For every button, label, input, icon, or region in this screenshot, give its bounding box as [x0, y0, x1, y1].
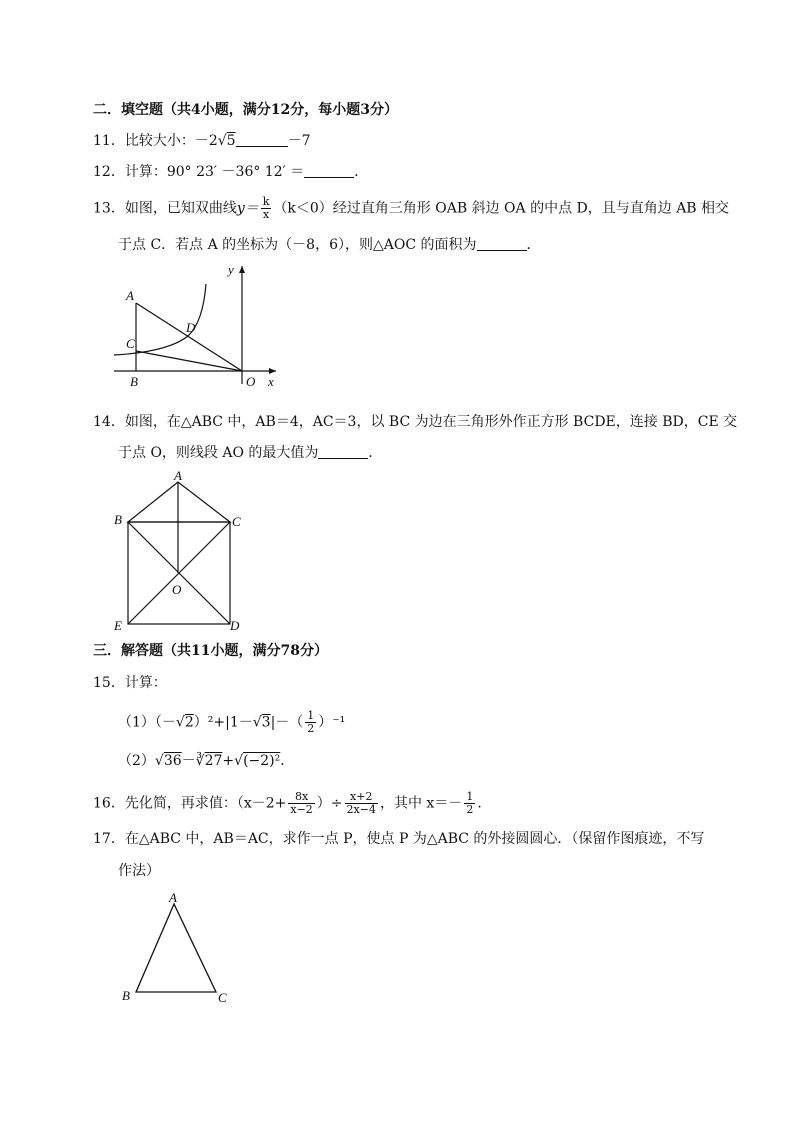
- q13-condition: （k＜0）经过直角三角形 OAB 斜边 OA 的中点 D，且与直角边 AB 相交: [273, 200, 730, 217]
- q15-p2-b: +: [222, 753, 235, 769]
- q15-p1-frac-denominator: 2: [307, 722, 315, 735]
- q16-number: 16．: [93, 795, 125, 812]
- question-15: [93, 673, 167, 693]
- q11-sqrt-sign: √: [217, 133, 227, 149]
- q14-label-c: C: [232, 514, 241, 529]
- q17-number: 17．: [93, 831, 125, 847]
- q13-label-b: B: [130, 374, 138, 389]
- section-2-heading: 二．填空题（共4小题，满分12分，每小题3分）: [93, 102, 398, 118]
- q14-figure: [108, 466, 248, 634]
- q16-f1-denominator: x−2: [290, 803, 313, 816]
- q13-label-y: y: [228, 262, 234, 277]
- q15-p1-b: ）²+|1－: [193, 714, 253, 731]
- q15-p2-sqrt-sign: √: [154, 753, 164, 769]
- q16-f1-numerator: 8x: [288, 791, 314, 804]
- q13-y-axis-arrow-icon: [239, 266, 245, 273]
- q13-frac-denominator: x: [262, 208, 270, 221]
- q16-f3-numerator: 1: [466, 790, 474, 803]
- q15-p2-radicand-1: 36: [163, 753, 182, 769]
- q13-text-a: 如图，已知双曲线: [124, 200, 237, 217]
- q17-text-a: 在△ABC 中，AB＝AC，求作一点 P，使点 P 为△ABC 的外接圆圆心．（保留作图痕迹，不写: [124, 831, 705, 847]
- q15-p1-radicand: 2: [184, 714, 194, 731]
- q16-condition: ，其中 x＝－: [379, 795, 463, 812]
- q14-text-a: 如图，在△ABC 中，AB＝4，AC＝3，以 BC 为边在三角形外作正方形 BCDE，连接 BD，CE 交: [124, 414, 738, 430]
- q15-p1-a: （－: [154, 714, 176, 731]
- q14-label-e: E: [114, 618, 122, 633]
- q11-radicand: 5: [226, 133, 236, 149]
- q16-fraction-1: [288, 791, 314, 816]
- question-16: [93, 791, 491, 816]
- q16-end: ．: [477, 795, 492, 812]
- q14-answer-blank[interactable]: [318, 444, 368, 459]
- q15-p1-sqrt-sign-2: √: [252, 714, 262, 731]
- q14-triangle-abc: [128, 482, 230, 522]
- q17-label-c: C: [218, 990, 227, 1005]
- q13-fraction: [261, 196, 272, 221]
- q14-label-b: B: [114, 512, 122, 527]
- q14-end: ．: [368, 445, 383, 461]
- q16-fraction-2: [345, 791, 378, 816]
- q13-label-x: x: [268, 374, 274, 389]
- question-11: [93, 131, 311, 151]
- q17-triangle-abc: [136, 904, 216, 992]
- q15-p1-d: ）⁻¹: [318, 714, 346, 731]
- q15-p1-c: |－（: [270, 714, 304, 731]
- q16-fraction-3: [464, 791, 475, 816]
- q13-label-a: A: [126, 288, 134, 303]
- q16-f2-denominator: 2x−4: [346, 803, 376, 816]
- question-14-line-1: [93, 412, 737, 432]
- q17-label-b: B: [122, 988, 130, 1003]
- q16-text: 先化简，再求值：（x－2+: [124, 795, 287, 812]
- section-3-heading: 三．解答题（共11小题，满分78分）: [93, 643, 328, 659]
- q11-text: 比较大小：: [124, 133, 195, 149]
- q12-end: ．: [354, 164, 369, 180]
- q15-p2-end: ．: [280, 753, 295, 769]
- q11-answer-blank[interactable]: [236, 132, 288, 147]
- q15-part-1: [118, 710, 345, 735]
- q15-p2-sqrt-sign-3: √: [234, 753, 244, 769]
- q14-label-o: O: [172, 582, 182, 597]
- q15-p1-frac-numerator: 1: [307, 709, 315, 722]
- q14-label-d: D: [230, 618, 240, 633]
- q16-f2-numerator: x+2: [345, 791, 378, 804]
- q11-term-b: －7: [287, 133, 311, 149]
- q15-p1-fraction: [305, 710, 316, 735]
- q12-text: 计算：90° 23′ －36° 12′ ＝: [124, 164, 305, 180]
- question-13-line-2: [118, 235, 541, 255]
- question-13-line-1: [93, 196, 729, 221]
- q13-label-c: C: [126, 336, 135, 351]
- q16-f3-denominator: 2: [466, 803, 474, 816]
- q15-part-2: [118, 751, 294, 771]
- q15-p2-radicand-3: (−2)²: [243, 753, 281, 769]
- q13-figure: [108, 260, 288, 390]
- q11-number: 11．: [93, 133, 125, 149]
- q13-frac-numerator: k: [262, 195, 270, 208]
- q11-term-a: －2: [194, 133, 218, 149]
- q17-text-b: 作法）: [118, 863, 160, 879]
- q13-label-o: O: [246, 374, 256, 389]
- q13-answer-blank[interactable]: [477, 236, 527, 251]
- q15-p1-radicand-2: 3: [261, 714, 271, 731]
- question-14-line-2: [118, 443, 382, 463]
- q13-end: ．: [526, 237, 541, 253]
- q15-number: 15．: [93, 675, 125, 691]
- question-17-line-1: [93, 829, 704, 849]
- q15-p1-sqrt-sign: √: [175, 714, 185, 731]
- q12-answer-blank[interactable]: [304, 163, 354, 178]
- q15-p2-a: －∛: [181, 753, 205, 769]
- q14-label-a: A: [174, 468, 182, 483]
- q15-p1-label: （1）: [118, 714, 155, 731]
- q15-p2-label: （2）: [118, 753, 155, 769]
- q15-text: 计算：: [124, 675, 167, 691]
- q13-number: 13．: [93, 200, 125, 217]
- question-17-line-2: [118, 861, 160, 881]
- question-12: [93, 162, 368, 182]
- q13-equation: y＝: [236, 200, 259, 217]
- q15-p2-radicand-2: 27: [204, 753, 223, 769]
- q17-label-a: A: [169, 890, 177, 905]
- q13-label-d: D: [186, 320, 196, 335]
- q12-number: 12．: [93, 164, 125, 180]
- q17-figure: [116, 890, 236, 1006]
- q14-number: 14．: [93, 414, 125, 430]
- q13-text-b: 于点 C．若点 A 的坐标为（－8，6），则△AOC 的面积为: [118, 237, 477, 253]
- q16-mid: ）÷: [316, 795, 343, 812]
- q14-text-b: 于点 O，则线段 AO 的最大值为: [118, 445, 319, 461]
